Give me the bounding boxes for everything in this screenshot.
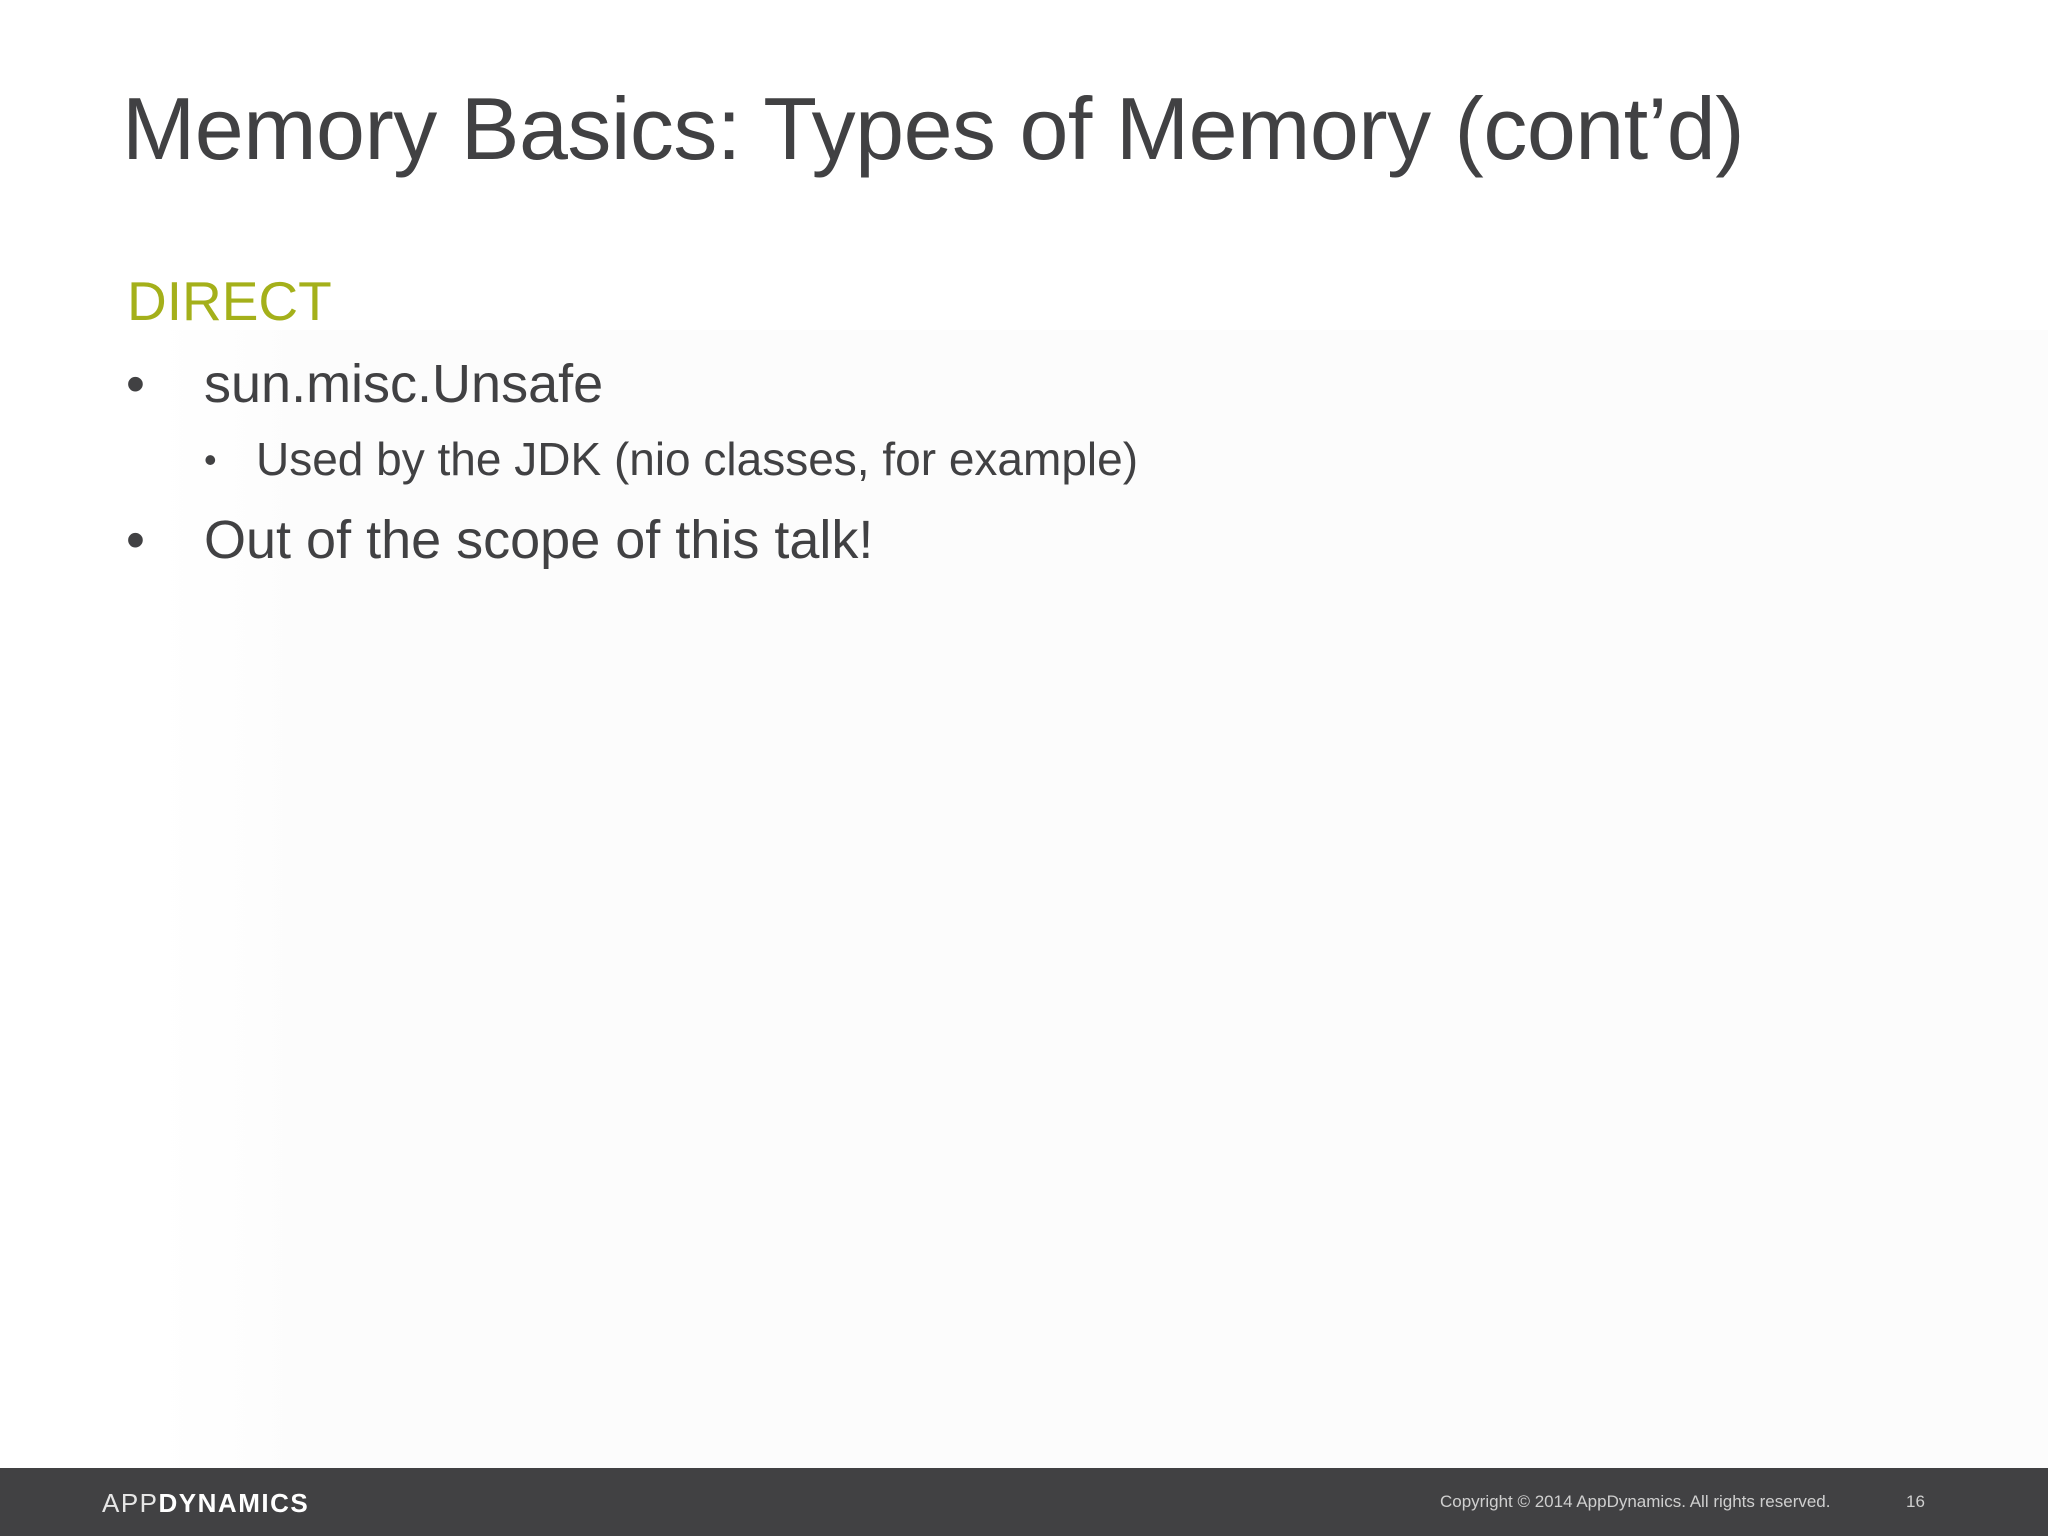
bullet-text: sun.misc.Unsafe — [204, 354, 604, 414]
bullet-marker: • — [126, 510, 145, 570]
content-background — [158, 330, 2048, 1468]
footer-bar — [0, 1468, 2048, 1536]
logo-text-app: APP — [102, 1488, 159, 1518]
copyright-notice: Copyright © 2014 AppDynamics. All rights reserved. — [1440, 1492, 1831, 1511]
section-heading: DIRECT — [127, 270, 332, 332]
bullet-text: Used by the JDK (nio classes, for example) — [256, 433, 1139, 485]
logo-text-dynamics: DYNAMICS — [158, 1488, 310, 1518]
slide-title: Memory Basics: Types of Memory (cont’d) — [122, 79, 1744, 178]
page-number: 16 — [1906, 1492, 1925, 1511]
bullet-marker: • — [126, 354, 145, 414]
appdynamics-logo — [102, 1490, 309, 1516]
bullet-marker: • — [204, 439, 217, 480]
bullet-text: Out of the scope of this talk! — [204, 510, 874, 570]
